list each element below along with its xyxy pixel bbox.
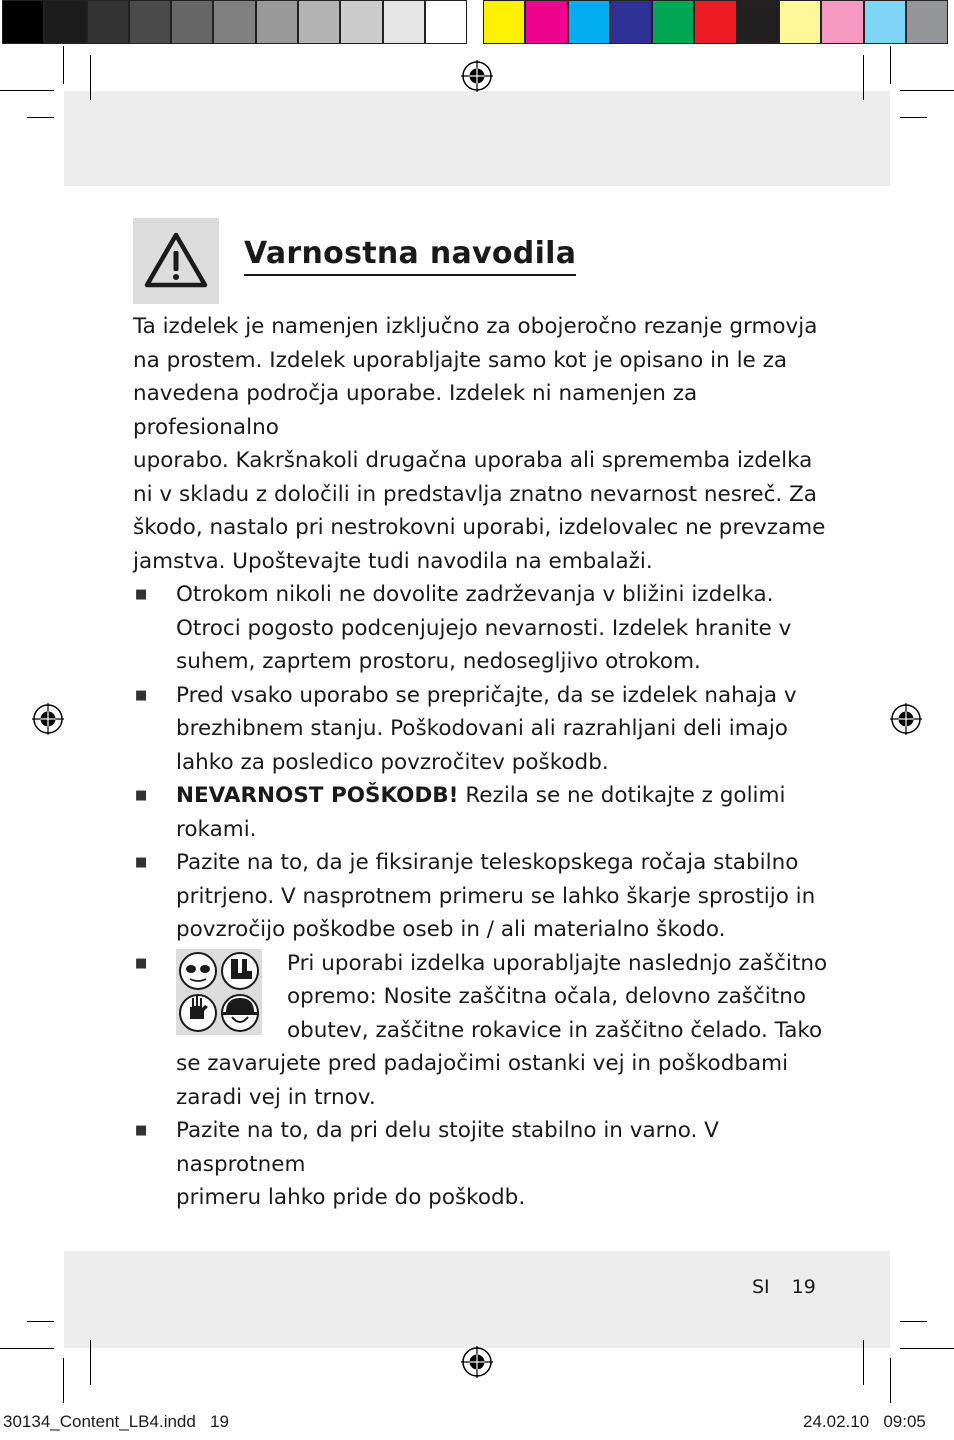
safety-bullet-list bbox=[133, 578, 833, 1215]
process-color-bar bbox=[483, 0, 948, 46]
bullet-line: brezhibnem stanju. Poškodovani ali razrahljani deli imajo bbox=[176, 716, 788, 741]
list-item bbox=[133, 578, 833, 679]
color-swatch bbox=[610, 0, 652, 44]
bullet-line: opremo: Nosite zaščitna očala, delovno zaščitno bbox=[287, 984, 806, 1009]
color-swatch bbox=[821, 0, 863, 44]
danger-label: NEVARNOST POŠKODB! bbox=[176, 783, 459, 808]
bullet-line: Pazite na to, da pri delu stojite stabilno in varno. V nasprotnem bbox=[176, 1118, 719, 1177]
bullet-line: povzročijo poškodbe oseb in / ali materialno škodo. bbox=[176, 917, 726, 942]
page-title: Varnostna navodila bbox=[244, 236, 576, 276]
list-item bbox=[133, 779, 833, 846]
footer-band bbox=[64, 1251, 890, 1348]
intro-line: ni v skladu z določili in predstavlja znatno nevarnost nesreč. Za bbox=[133, 481, 817, 507]
color-swatch bbox=[129, 0, 171, 44]
warning-triangle-icon bbox=[133, 218, 219, 304]
color-swatch bbox=[483, 0, 525, 44]
bullet-text: Rezila se ne dotikajte z golimi bbox=[458, 783, 786, 808]
color-swatch bbox=[256, 0, 298, 44]
list-item bbox=[133, 1114, 833, 1215]
color-swatch bbox=[2, 0, 44, 44]
color-swatch bbox=[525, 0, 567, 44]
color-swatch bbox=[779, 0, 821, 44]
bullet-line: obutev, zaščitne rokavice in zaščitno čelado. Tako bbox=[287, 1017, 823, 1043]
color-swatch bbox=[568, 0, 610, 44]
registration-mark-icon bbox=[890, 703, 922, 735]
color-swatch bbox=[340, 0, 382, 44]
bullet-line: pritrjeno. V nasprotnem primeru se lahko škarje sprostijo in bbox=[176, 883, 816, 909]
color-swatch bbox=[425, 0, 467, 44]
intro-line: Ta izdelek je namenjen izključno za obojeročno rezanje grmovja bbox=[133, 314, 818, 339]
bullet-line bbox=[176, 779, 833, 813]
list-item bbox=[133, 846, 833, 947]
intro-line: škodo, nastalo pri nestrokovni uporabi, izdelovalec ne prevzame bbox=[133, 515, 826, 540]
bullet-line: Pri uporabi izdelka uporabljajte naslednjo zaščitno bbox=[287, 950, 828, 976]
bullet-line: rokami. bbox=[176, 816, 257, 842]
list-item bbox=[133, 679, 833, 780]
color-swatch bbox=[171, 0, 213, 44]
bullet-line: primeru lahko pride do poškodb. bbox=[176, 1185, 526, 1210]
intro-line: na prostem. Izdelek uporabljajte samo kot je opisano in le za bbox=[133, 347, 788, 373]
bullet-line: Pred vsako uporabo se prepričajte, da se izdelek nahaja v bbox=[176, 682, 797, 708]
intro-line: navedena področja uporabe. Izdelek ni namenjen za profesionalno bbox=[133, 381, 698, 440]
ppe-side-text bbox=[287, 947, 827, 1048]
intro-line: jamstva. Upoštevajte tudi navodila na embalaži. bbox=[133, 548, 653, 574]
color-swatch bbox=[213, 0, 255, 44]
bullet-line: lahko za posledico povzročitev poškodb. bbox=[176, 749, 609, 775]
bullet-line: Otroci pogosto podcenjujejo nevarnosti. Izdelek hranite v bbox=[176, 615, 792, 641]
color-swatch bbox=[694, 0, 736, 44]
color-swatch bbox=[87, 0, 129, 44]
footer-file-name: 30134_Content_LB4.indd 19 bbox=[3, 1412, 229, 1431]
bullet-marker: ■ bbox=[135, 587, 148, 602]
grayscale-color-bar bbox=[2, 0, 467, 46]
bullet-line: Otrokom nikoli ne dovolite zadrževanja v bližini izdelka. bbox=[176, 582, 774, 607]
list-item bbox=[133, 947, 833, 1115]
intro-line: uporabo. Kakršnakoli drugačna uporaba ali sprememba izdelka bbox=[133, 448, 813, 473]
header-band bbox=[64, 91, 890, 186]
color-swatch bbox=[383, 0, 425, 44]
color-swatch bbox=[298, 0, 340, 44]
color-swatch bbox=[652, 0, 694, 44]
ppe-row bbox=[176, 947, 833, 1048]
bullet-marker: ■ bbox=[135, 687, 148, 703]
bullet-marker: ■ bbox=[135, 1123, 148, 1138]
bullet-line: se zavarujete pred padajočimi ostanki vej in poškodbami bbox=[176, 1051, 789, 1076]
bullet-marker: ■ bbox=[135, 788, 148, 803]
language-code: SI bbox=[752, 1276, 770, 1298]
color-swatch bbox=[44, 0, 86, 44]
bullet-line: zaradi vej in trnov. bbox=[176, 1084, 376, 1110]
color-swatch bbox=[906, 0, 948, 44]
bullet-marker: ■ bbox=[135, 955, 148, 971]
color-swatch bbox=[737, 0, 779, 44]
registration-mark-icon bbox=[461, 60, 493, 92]
registration-mark-icon bbox=[32, 703, 64, 735]
registration-mark-icon bbox=[461, 1346, 493, 1378]
footer-timestamp: 24.02.10 09:05 bbox=[803, 1412, 926, 1431]
protective-equipment-icon bbox=[176, 949, 262, 1035]
color-swatch bbox=[864, 0, 906, 44]
page-number-value: 19 bbox=[791, 1276, 816, 1298]
bullet-marker: ■ bbox=[135, 855, 148, 870]
bullet-line: Pazite na to, da je fiksiranje teleskopskega ročaja stabilno bbox=[176, 850, 799, 875]
bullet-line: suhem, zaprtem prostoru, nedosegljivo otrokom. bbox=[176, 649, 701, 674]
intro-paragraph bbox=[133, 310, 833, 578]
page-number bbox=[752, 1276, 838, 1298]
